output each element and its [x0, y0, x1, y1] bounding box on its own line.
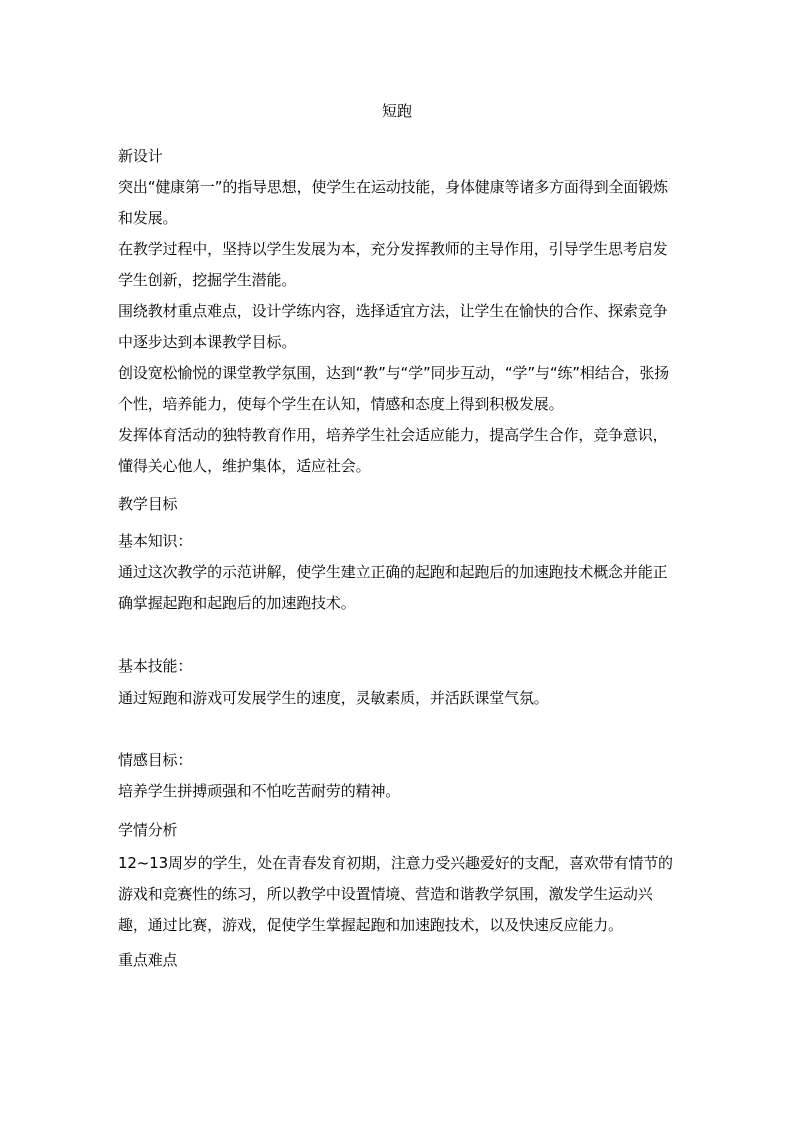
knowledge-text: 通过这次教学的示范讲解，使学生建立正确的起跑和起跑后的加速跑技术概念并能正确掌握起跑和起跑后的加速跑技术。	[118, 563, 668, 612]
emotion-text: 培养学生拼搏顽强和不怕吃苦耐劳的精神。	[118, 782, 401, 800]
document-title: 短跑	[381, 102, 412, 120]
section-heading-analysis: 学情分析	[118, 821, 178, 839]
skill-label: 基本技能：	[118, 657, 193, 675]
skill-text: 通过短跑和游戏可发展学生的速度，灵敏素质，并活跃课堂气氛。	[118, 689, 549, 707]
knowledge-label: 基本知识：	[118, 532, 193, 550]
paragraph-design-3: 围绕教材重点难点，设计学练内容，选择适宜方法，让学生在愉快的合作、探索竞争中逐步达到本课教学目标。	[118, 302, 668, 351]
section-heading-key-points: 重点难点	[118, 951, 178, 969]
section-heading-objectives: 教学目标	[118, 495, 178, 513]
paragraph-design-2: 在教学过程中，坚持以学生发展为本，充分发挥教师的主导作用，引导学生思考启发学生创新，挖掘学生潜能。	[118, 240, 668, 289]
section-heading-new-design: 新设计	[118, 147, 163, 165]
paragraph-design-1: 突出“健康第一”的指导思想，使学生在运动技能，身体健康等诸多方面得到全面锻炼和发展。	[118, 178, 668, 227]
paragraph-design-4: 创设宽松愉悦的课堂教学氛围，达到“教”与“学”同步互动，“学”与“练”相结合，张扬个性，培养能力，使每个学生在认知，情感和态度上得到积极发展。	[118, 364, 670, 413]
analysis-text: 12~13周岁的学生，处在青春发育初期，注意力受兴趣爱好的支配，喜欢带有情节的游戏和竞赛性的练习，所以教学中设置情境、营造和谐教学氛围，激发学生运动兴趣，通过比赛，游戏，促使学生掌握起跑和加速跑技术，以及快速反应能力。	[118, 854, 673, 934]
paragraph-design-5: 发挥体育活动的独特教育作用，培养学生社会适应能力，提高学生合作，竞争意识，懂得关心他人，维护集体，适应社会。	[118, 426, 668, 475]
emotion-label: 情感目标：	[118, 751, 193, 769]
